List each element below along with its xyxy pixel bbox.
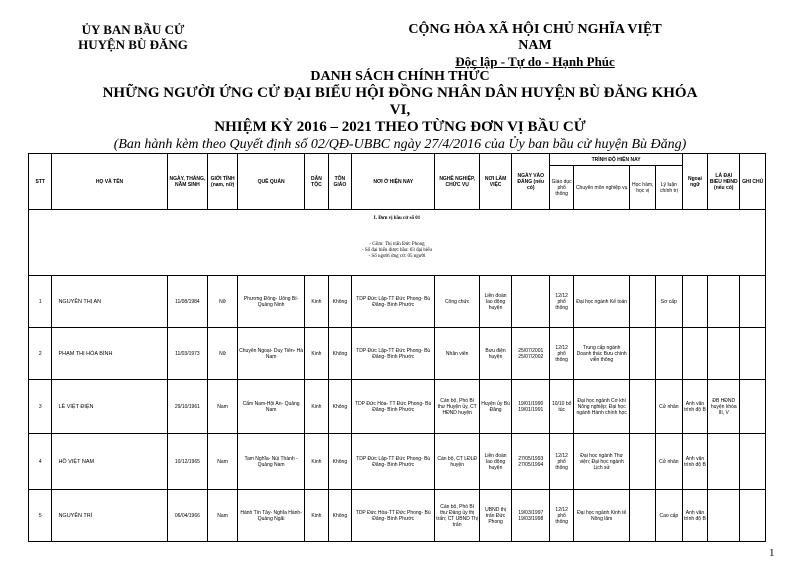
cell-language [682, 276, 708, 328]
cell-workplace: Huyện ủy Bù Đăng [480, 380, 512, 434]
cell-degree [630, 490, 656, 542]
cell-degree [630, 380, 656, 434]
cell-dob: 10/12/1965 [167, 434, 208, 490]
cell-profession: Đại học ngành Thư viện; Đại học ngành Lịch sử [573, 434, 630, 490]
col-politics: Lý luận chính trị [656, 166, 683, 210]
cell-workplace: Bưu điện huyện [480, 328, 512, 380]
cell-representative [708, 490, 740, 542]
table-row [29, 328, 766, 380]
cell-education: 12/12 phổ thông [550, 328, 573, 380]
unit-info [29, 228, 766, 276]
cell-residence: TDP Đức Hòa-TT Đức Phong- Bù Đăng- Bình Phước [352, 490, 435, 542]
unit-area: - Gồm: Thị trấn Đức Phong [369, 242, 425, 248]
cell-gender: Nam [208, 380, 238, 434]
cell-dob: 11/08/1984 [167, 276, 208, 328]
cell-politics [656, 328, 683, 380]
cell-ethnic: Kinh [305, 490, 328, 542]
cell-join-date: 19/01/1990 19/01/1991 [512, 380, 550, 434]
cell-note [740, 434, 766, 490]
cell-workplace: Liên đoàn lao động huyện [480, 434, 512, 490]
cell-language: Anh văn trình độ B [682, 434, 708, 490]
cell-religion: Không [328, 276, 351, 328]
cell-gender: Nam [208, 434, 238, 490]
cell-hometown: Cẩm Nam-Hội An- Quảng Nam [238, 380, 305, 434]
cell-residence: TDP Đức Lập-TT Đức Phong- Bù Đăng- Bình Phước [352, 434, 435, 490]
cell-join-date: 27/05/1993 27/05/1994 [512, 434, 550, 490]
cell-job: Cán bộ, Phó Bí thư Huyện ủy, CT HĐND huyện [435, 380, 480, 434]
table-row [29, 490, 766, 542]
cell-politics: Cử nhân [656, 434, 683, 490]
cell-representative: ĐB HĐND huyện khóa III, V [708, 380, 740, 434]
cell-education: 12/12 phổ thông [550, 490, 573, 542]
cell-ethnic: Kinh [305, 276, 328, 328]
country-header [395, 22, 675, 70]
cell-language: Anh văn trình độ B [682, 380, 708, 434]
col-workplace: NƠI LÀM VIỆC [480, 154, 512, 210]
cell-profession: Đại học ngành Kinh tế Nông lâm [573, 490, 630, 542]
cell-ethnic: Kinh [305, 380, 328, 434]
col-dob: NGÀY, THÁNG, NĂM SINH [167, 154, 208, 210]
cell-join-date: 25/07/2001 25/07/2002 [512, 328, 550, 380]
title-line-2: NHỮNG NGƯỜI ỨNG CỬ ĐẠI BIỂU HỘI ĐỒNG NHÂN DÂN HUYỆN BÙ ĐĂNG KHÓA VI, [102, 85, 698, 118]
cell-profession: Trung cấp ngành Doanh thác Bưu chính viễn thông [573, 328, 630, 380]
col-education: Giáo dục phổ thông [550, 166, 573, 210]
unit-title: I. Đơn vị bầu cử số 01 [29, 210, 766, 228]
cell-job: Công chức [435, 276, 480, 328]
col-note: GHI CHÚ [740, 154, 766, 210]
cell-stt: 4 [29, 434, 52, 490]
cell-stt: 2 [29, 328, 52, 380]
cell-ethnic: Kinh [305, 328, 328, 380]
cell-join-date: 19/03/1997 19/03/1998 [512, 490, 550, 542]
issuer-header [68, 22, 198, 52]
cell-stt: 5 [29, 490, 52, 542]
cell-hometown: Chuyên Ngoại- Duy Tiên- Hà Nam [238, 328, 305, 380]
cell-residence: TDP Đức Lập-TT Đức Phong- Bù Đăng- Bình Phước [352, 328, 435, 380]
cell-politics: Sơ cấp [656, 276, 683, 328]
cell-dob: 11/03/1973 [167, 328, 208, 380]
col-name: HỌ VÀ TÊN [52, 154, 167, 210]
cell-representative [708, 276, 740, 328]
cell-workplace: UBND thị trấn Đức Phong [480, 490, 512, 542]
cell-job: Cán bộ, Phó Bí thư Đảng ủy thị trấn; CT UBND Thị trấn [435, 490, 480, 542]
cell-religion: Không [328, 490, 351, 542]
cell-profession: Đại học ngành Cơ khí Nông nghiệp; Đại học ngành Hành chính học [573, 380, 630, 434]
cell-degree [630, 328, 656, 380]
title-line-4: (Ban hành kèm theo Quyết định số 02/QĐ-UBBC ngày 27/4/2016 của Ủy ban bầu cử huyện Bù Đăng) [113, 137, 687, 152]
col-hometown: QUÊ QUÁN [238, 154, 305, 210]
cell-residence: TDP Đức Hòa- TT Đức Phong- Bù Đăng- Bình Phước [352, 380, 435, 434]
cell-stt: 3 [29, 380, 52, 434]
col-language: Ngoại ngữ [682, 154, 708, 210]
cell-representative [708, 434, 740, 490]
cell-join-date [512, 276, 550, 328]
cell-note [740, 490, 766, 542]
cell-job: Cán bộ, CT LĐLĐ huyện [435, 434, 480, 490]
country-motto: Độc lập - Tự do - Hạnh Phúc [455, 54, 615, 69]
page-number: 1 [769, 547, 775, 559]
cell-hometown: Hành Tín Tây- Nghĩa Hành- Quảng Ngãi [238, 490, 305, 542]
cell-language [682, 328, 708, 380]
cell-profession: Đại học ngành Kế toán [573, 276, 630, 328]
table-row [29, 276, 766, 328]
cell-job: Nhân viên [435, 328, 480, 380]
cell-note [740, 328, 766, 380]
cell-hometown: Tam Nghĩa- Núi Thành -Quảng Nam [238, 434, 305, 490]
candidate-table [28, 153, 766, 542]
cell-language: Anh văn trình độ B [682, 490, 708, 542]
cell-ethnic: Kinh [305, 434, 328, 490]
cell-note [740, 380, 766, 434]
cell-workplace: Liên đoàn lao động huyện [480, 276, 512, 328]
cell-dob: 29/10/1961 [167, 380, 208, 434]
col-stt: STT [29, 154, 52, 210]
unit-candidates: - Số người ứng cử: 05 người [368, 254, 426, 260]
cell-education: 10/10 bổ túc [550, 380, 573, 434]
cell-gender: Nữ [208, 328, 238, 380]
cell-name: NGUYỄN TRÍ [52, 490, 167, 542]
issuer-line-2: HUYỆN BÙ ĐĂNG [78, 37, 188, 52]
cell-religion: Không [328, 328, 351, 380]
unit-seats: - Số đại biểu được bầu: 03 đại biểu [361, 248, 433, 254]
col-religion: TÔN GIÁO [328, 154, 351, 210]
cell-name: HỒ VIỆT NAM [52, 434, 167, 490]
issuer-line-1: ỦY BAN BẦU CỬ [81, 22, 185, 37]
col-degree: Học hàm, học vị [630, 166, 656, 210]
cell-name: PHẠM THỊ HÒA BÌNH [52, 328, 167, 380]
cell-education: 12/12 phổ thông [550, 276, 573, 328]
cell-religion: Không [328, 380, 351, 434]
col-education-group: TRÌNH ĐỘ HIỆN NAY [550, 154, 682, 166]
cell-representative [708, 328, 740, 380]
col-ethnic: DÂN TỘC [305, 154, 328, 210]
title-line-1: DANH SÁCH CHÍNH THỨC [310, 69, 490, 84]
col-profession: Chuyên môn nghiệp vụ [573, 166, 630, 210]
cell-politics: Cử nhân [656, 380, 683, 434]
cell-stt: 1 [29, 276, 52, 328]
cell-residence: TDP Đức Lập-TT Đức Phong- Bù Đăng- Bình Phước [352, 276, 435, 328]
cell-degree [630, 276, 656, 328]
col-job: NGHỀ NGHIỆP, CHỨC VỤ [435, 154, 480, 210]
col-gender: GIỚI TÍNH (nam, nữ) [208, 154, 238, 210]
cell-gender: Nữ [208, 276, 238, 328]
document-title [100, 68, 700, 153]
cell-name: LÊ VIỆT ĐIỆN [52, 380, 167, 434]
cell-religion: Không [328, 434, 351, 490]
table-row [29, 434, 766, 490]
col-join-date: NGÀY VÀO ĐẢNG (nếu có) [512, 154, 550, 210]
title-line-3: NHIỆM KỲ 2016 – 2021 THEO TỪNG ĐƠN VỊ BẦU CỬ [214, 119, 586, 135]
cell-hometown: Phương Đông- Uông Bí- Quảng Ninh [238, 276, 305, 328]
table-row [29, 380, 766, 434]
cell-politics: Cao cấp [656, 490, 683, 542]
cell-gender: Nam [208, 490, 238, 542]
col-representative: LÀ ĐẠI BIỂU HĐND (nếu có) [708, 154, 740, 210]
col-residence: NƠI Ở HIỆN NAY [352, 154, 435, 210]
cell-education: 12/12 phổ thông [550, 434, 573, 490]
cell-note [740, 276, 766, 328]
cell-name: NGUYỄN THỊ AN [52, 276, 167, 328]
country-name: CỘNG HÒA XÃ HỘI CHỦ NGHĨA VIỆT NAM [408, 22, 662, 53]
cell-degree [630, 434, 656, 490]
cell-dob: 06/04/1966 [167, 490, 208, 542]
